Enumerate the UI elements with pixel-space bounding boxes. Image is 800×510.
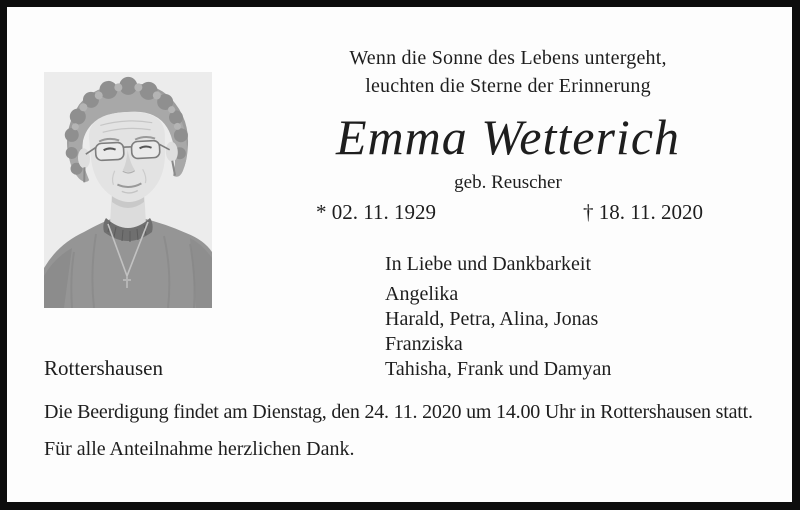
portrait-photo-image: [44, 72, 212, 308]
mourner-line: Franziska: [385, 333, 463, 355]
deceased-name: Emma Wetterich: [335, 109, 681, 165]
mourner-line: Harald, Petra, Alina, Jonas: [385, 308, 599, 330]
mourner-line: Angelika: [385, 283, 459, 305]
place-label: Rottershausen: [44, 356, 163, 380]
verse-line-2: leuchten die Sterne der Erinnerung: [365, 75, 651, 97]
birth-date: * 02. 11. 1929: [316, 200, 436, 224]
memorial-verse: [258, 44, 758, 100]
mourner-line: Tahisha, Frank und Damyan: [385, 358, 612, 380]
death-date: † 18. 11. 2020: [583, 200, 703, 224]
mourners-block: [385, 252, 611, 382]
portrait-photo: [44, 72, 212, 308]
dedication-line: In Liebe und Dankbarkeit: [385, 253, 592, 275]
life-dates-row: [316, 199, 703, 225]
maiden-name: geb. Reuscher: [454, 172, 562, 193]
thanks-text: Für alle Anteilnahme herzlichen Dank.: [44, 438, 355, 460]
funeral-info-text: Die Beerdigung findet am Dienstag, den 24. 11. 2020 um 14.00 Uhr in Rottershausen statt.: [44, 401, 753, 423]
verse-line-1: Wenn die Sonne des Lebens untergeht,: [349, 47, 667, 69]
